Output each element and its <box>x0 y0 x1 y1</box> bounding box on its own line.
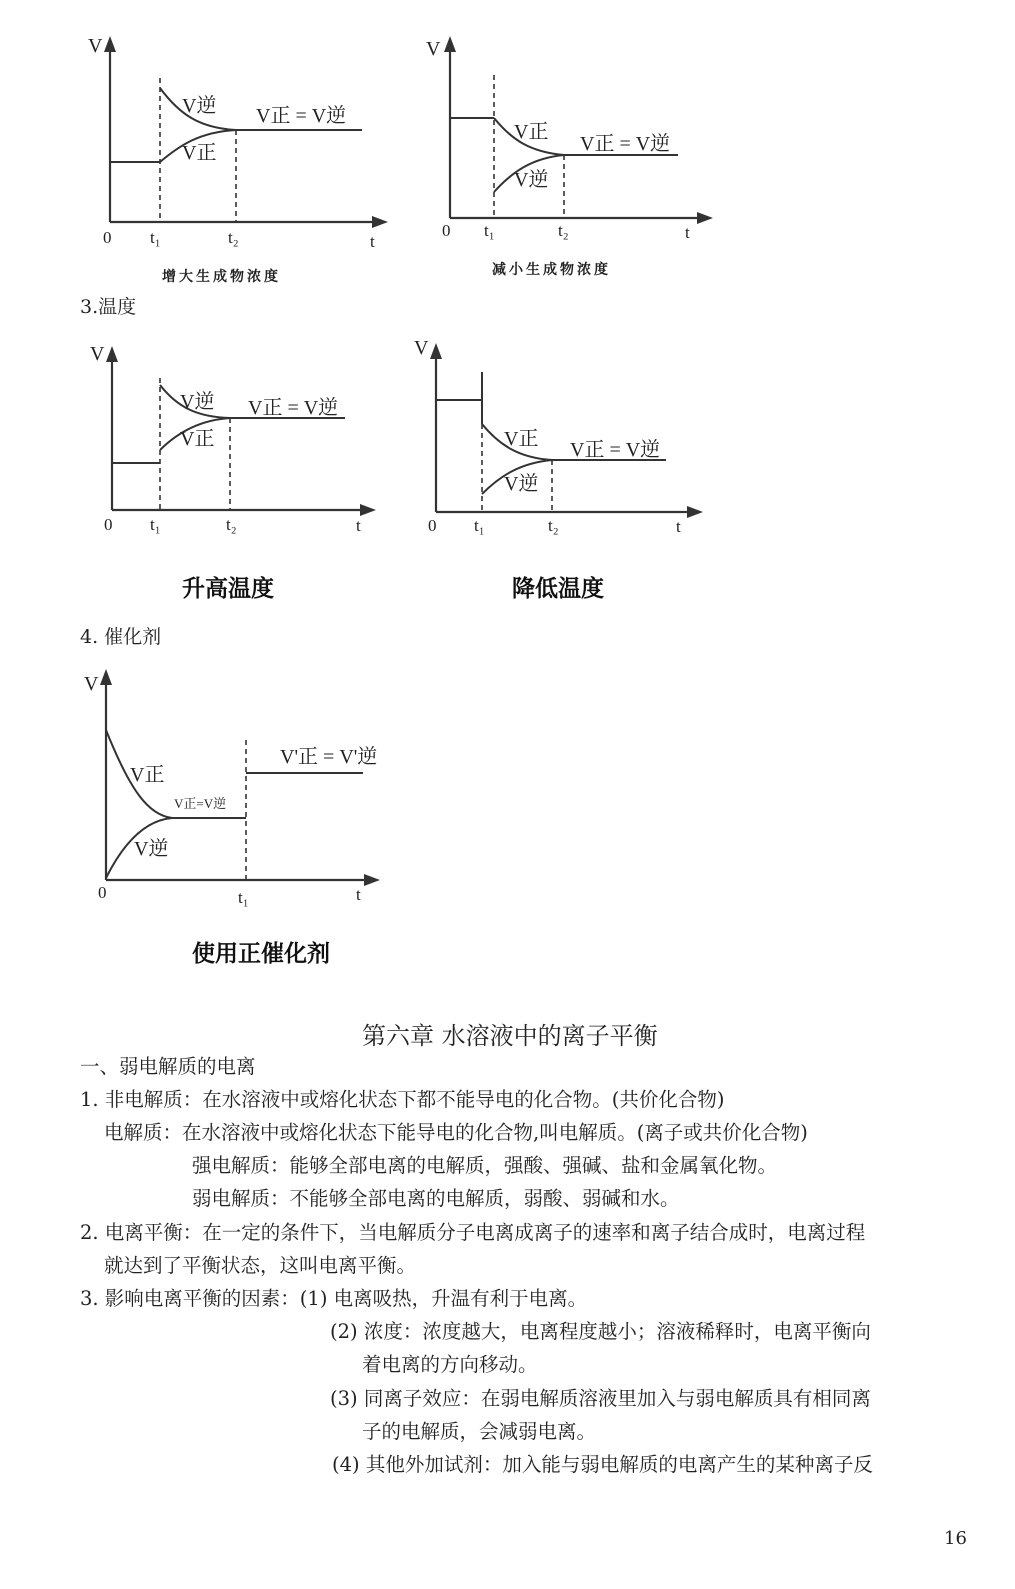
section-heading-catalyst: 4. 催化剂 <box>80 626 162 648</box>
forward-rate-label: V正 <box>130 764 165 786</box>
text-line: 强电解质：能够全部电离的电解质，强酸、强碱、盐和金属氧化物。 <box>192 1154 778 1177</box>
forward-rate-label: V正 <box>504 428 539 450</box>
section-heading-temperature: 3.温度 <box>80 296 137 318</box>
page-number: 16 <box>944 1528 967 1549</box>
t1-label: t₁ <box>150 228 161 247</box>
t1-label: t₁ <box>474 516 485 535</box>
t1-label: t₁ <box>150 515 161 534</box>
reverse-rate-label: V逆 <box>180 391 215 413</box>
x-axis-label: t <box>685 223 690 242</box>
y-axis-label: V <box>426 38 441 60</box>
text-line: 子的电解质，会减弱电离。 <box>362 1420 597 1443</box>
text-line: (2) 浓度：浓度越大，电离程度越小；溶液稀释时，电离平衡向 <box>330 1320 871 1343</box>
text-line: 弱电解质：不能够全部电离的电解质，弱酸、弱碱和水。 <box>192 1187 680 1210</box>
chart-caption-raise-temperature: 升高温度 <box>182 576 274 602</box>
origin-label: 0 <box>428 516 437 535</box>
y-axis-label: V <box>414 337 429 359</box>
chart-caption-lower-temperature: 降低温度 <box>512 576 604 602</box>
reverse-rate-label: V逆 <box>514 169 549 191</box>
text-line: 3. 影响电离平衡的因素：(1) 电离吸热，升温有利于电离。 <box>80 1287 588 1310</box>
equilibrium-label: V正 = V逆 <box>570 439 661 461</box>
t1-label: t₁ <box>484 221 495 240</box>
t2-label: t₂ <box>558 221 569 240</box>
chart-caption: 减小生成物浓度 <box>492 262 611 278</box>
chart-caption-positive-catalyst: 使用正催化剂 <box>192 941 330 967</box>
text-line: 电解质：在水溶液中或熔化状态下能导电的化合物,叫电解质。(离子或共价化合物) <box>104 1121 808 1144</box>
origin-label: 0 <box>103 228 112 247</box>
y-axis-label: V <box>88 35 103 57</box>
new-equilibrium-label: V'正 = V'逆 <box>280 746 378 768</box>
text-line: (4) 其他外加试剂：加入能与弱电解质的电离产生的某种离子反 <box>332 1453 873 1476</box>
forward-rate-label: V正 <box>182 142 217 164</box>
x-axis-label: t <box>370 232 375 251</box>
equilibrium-label: V正 = V逆 <box>580 133 671 155</box>
reverse-rate-label: V逆 <box>182 95 217 117</box>
equilibrium-label: V正=V逆 <box>174 796 227 811</box>
x-axis-label: t <box>356 516 361 535</box>
t2-label: t₂ <box>226 515 237 534</box>
text-line: 就达到了平衡状态，这叫电离平衡。 <box>104 1254 417 1277</box>
x-axis-label: t <box>676 517 681 536</box>
equilibrium-label: V正 = V逆 <box>256 105 347 127</box>
y-axis-label: V <box>84 673 99 695</box>
text-line: (3) 同离子效应：在弱电解质溶液里加入与弱电解质具有相同离 <box>330 1387 871 1410</box>
t2-label: t₂ <box>228 228 239 247</box>
equilibrium-label: V正 = V逆 <box>248 397 339 419</box>
section-subtitle: 一、弱电解质的电离 <box>80 1055 256 1078</box>
y-axis-label: V <box>90 343 105 365</box>
x-axis-arrow <box>364 874 380 886</box>
text-line: 1. 非电解质：在水溶液中或熔化状态下都不能导电的化合物。(共价化合物) <box>80 1088 725 1111</box>
text-line: 着电离的方向移动。 <box>362 1353 538 1376</box>
forward-rate-label: V正 <box>514 121 549 143</box>
y-axis-arrow <box>100 669 112 685</box>
chapter-title: 第六章 水溶液中的离子平衡 <box>362 1022 658 1050</box>
origin-label: 0 <box>104 515 113 534</box>
forward-rate-label: V正 <box>180 428 215 450</box>
reverse-rate-label: V逆 <box>504 473 539 495</box>
reverse-rate-label: V逆 <box>134 838 169 860</box>
origin-label: 0 <box>442 221 451 240</box>
origin-label: 0 <box>98 883 107 902</box>
x-axis-label: t <box>356 885 361 904</box>
text-line: 2. 电离平衡：在一定的条件下，当电解质分子电离成离子的速率和离子结合成时，电离过程 <box>80 1221 866 1244</box>
t2-label: t₂ <box>548 516 559 535</box>
t1-label: t₁ <box>238 888 249 907</box>
chart-caption: 增大生成物浓度 <box>162 269 281 285</box>
